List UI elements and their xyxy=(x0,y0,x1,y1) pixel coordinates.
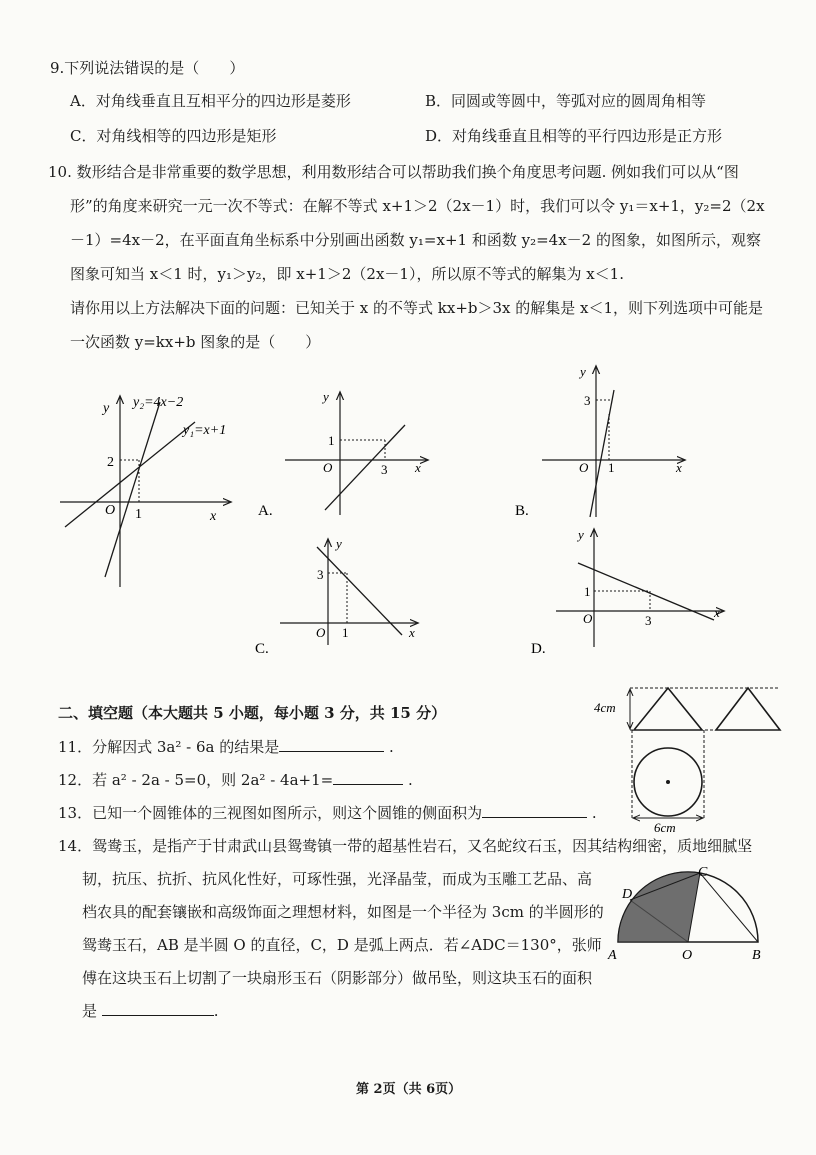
q9-option-a: A．对角线垂直且互相平分的四边形是菱形 xyxy=(70,92,351,110)
svg-text:O: O xyxy=(323,460,333,475)
tick-2: 2 xyxy=(107,455,114,470)
origin-label: O xyxy=(105,503,116,518)
option-c-label: C. xyxy=(255,641,269,657)
svg-text:A: A xyxy=(608,948,617,963)
example-graph xyxy=(55,382,245,592)
svg-text:O: O xyxy=(682,948,693,963)
q13: 13．已知一个圆锥体的三视图如图所示，则这个圆锥的侧面积为 . xyxy=(58,804,597,822)
y-label: y xyxy=(103,401,110,416)
svg-text:3: 3 xyxy=(381,462,388,477)
q14-line2: 韧，抗压、抗折、抗风化性好，可琢性强，光泽晶莹，而成为玉雕工艺品、高 xyxy=(82,870,593,888)
option-b-label: B. xyxy=(515,503,529,519)
option-a-label: A. xyxy=(258,503,273,519)
svg-text:C: C xyxy=(698,865,708,880)
q13-blank xyxy=(482,803,587,818)
q10-line4: 图象可知当 x＜1 时，y₁＞y₂，即 x+1＞2（2x－1），所以原不等式的解集为 x＜1. xyxy=(70,265,624,283)
q14-blank xyxy=(102,1001,214,1016)
height-label: 4cm xyxy=(594,700,616,715)
cone-three-view xyxy=(590,678,790,838)
svg-text:O: O xyxy=(316,625,326,640)
svg-text:O: O xyxy=(579,460,589,475)
option-b-graph xyxy=(512,362,692,522)
q14-line1: 14．鸳鸯玉，是指产于甘肃武山县鸳鸯镇一带的超基性岩石，又名蛇纹石玉，因其结构细密，质地细腻坚 xyxy=(58,837,753,855)
svg-text:1: 1 xyxy=(608,460,615,475)
semicircle-figure xyxy=(604,862,774,970)
svg-text:y: y xyxy=(336,536,342,551)
svg-text:O: O xyxy=(583,611,593,626)
side-view xyxy=(716,688,780,730)
q9-option-c: C．对角线相等的四边形是矩形 xyxy=(70,127,277,145)
q10-line2: 形”的角度来研究一元一次不等式：在解不等式 x+1＞2（2x－1）时，我们可以令 y₁＝x+1，y₂=2（2x xyxy=(70,197,765,215)
svg-text:1: 1 xyxy=(342,625,349,640)
q10-line5: 请你用以上方法解决下面的问题：已知关于 x 的不等式 kx+b＞3x 的解集是 x＜1，则下列选项中可能是 xyxy=(70,299,764,317)
svg-text:1: 1 xyxy=(328,433,335,448)
svg-text:3: 3 xyxy=(317,567,324,582)
q14-line4: 鸳鸯玉石，AB 是半圆 O 的直径，C，D 是弧上两点．若∠ADC＝130°，张师 xyxy=(82,936,602,954)
svg-text:x: x xyxy=(415,460,421,475)
y2-label: y₂=4x−2 xyxy=(133,395,184,410)
option-d-graph xyxy=(528,525,728,660)
svg-text:x: x xyxy=(714,605,720,620)
svg-text:x: x xyxy=(409,625,415,640)
svg-text:y: y xyxy=(580,364,586,379)
q9-option-b: B．同圆或等圆中，等弧对应的圆周角相等 xyxy=(425,92,707,110)
q10-line6: 一次函数 y=kx+b 图象的是（ ） xyxy=(70,333,321,351)
q9-option-d: D．对角线垂直且相等的平行四边形是正方形 xyxy=(425,127,723,145)
tick-1: 1 xyxy=(135,507,142,522)
q11: 11．分解因式 3a² - 6a 的结果是 . xyxy=(58,738,394,756)
option-c-graph xyxy=(252,535,432,660)
q12: 12．若 a² - 2a - 5=0，则 2a² - 4a+1= . xyxy=(58,771,413,789)
line-y2 xyxy=(105,402,160,577)
section2-title: 二、填空题（本大题共 5 小题，每小题 3 分，共 15 分） xyxy=(58,704,447,722)
svg-text:y: y xyxy=(578,527,584,542)
q14-line6: 是 . xyxy=(82,1002,219,1020)
svg-text:D: D xyxy=(622,887,633,902)
y1-label: y₁=x+1 xyxy=(183,423,227,438)
shaded-sector xyxy=(618,872,700,942)
q14-line3: 档农具的配套镶嵌和高级饰面之理想材料，如图是一个半径为 3cm 的半圆形的 xyxy=(82,903,604,921)
q12-blank xyxy=(333,770,403,785)
svg-text:3: 3 xyxy=(584,393,591,408)
svg-text:y: y xyxy=(323,389,329,404)
q11-blank xyxy=(279,737,384,752)
svg-text:1: 1 xyxy=(584,584,591,599)
option-a-graph xyxy=(255,385,435,525)
svg-text:3: 3 xyxy=(645,613,652,628)
q14-line5: 傅在这块玉石上切割了一块扇形玉石（阴影部分）做吊坠，则这块玉石的面积 xyxy=(82,969,593,987)
q10-line3: －1）=4x－2，在平面直角坐标系中分别画出函数 y₁=x+1 和函数 y₂=4x－2 的图象，如图所示，观察 xyxy=(70,231,761,249)
q9-stem: 9.下列说法错误的是（ ） xyxy=(50,59,245,77)
page-footer: 第 2页（共 6页） xyxy=(356,1082,462,1097)
x-label: x xyxy=(210,509,217,524)
option-d-label: D. xyxy=(531,641,546,657)
front-view xyxy=(634,688,702,730)
q10-line1: 10. 数形结合是非常重要的数学思想，利用数形结合可以帮助我们换个角度思考问题. 例如我们可以从“图 xyxy=(48,163,739,181)
line-y1 xyxy=(65,422,195,527)
width-label: 6cm xyxy=(654,820,676,835)
svg-text:x: x xyxy=(676,460,682,475)
svg-text:B: B xyxy=(752,948,761,963)
